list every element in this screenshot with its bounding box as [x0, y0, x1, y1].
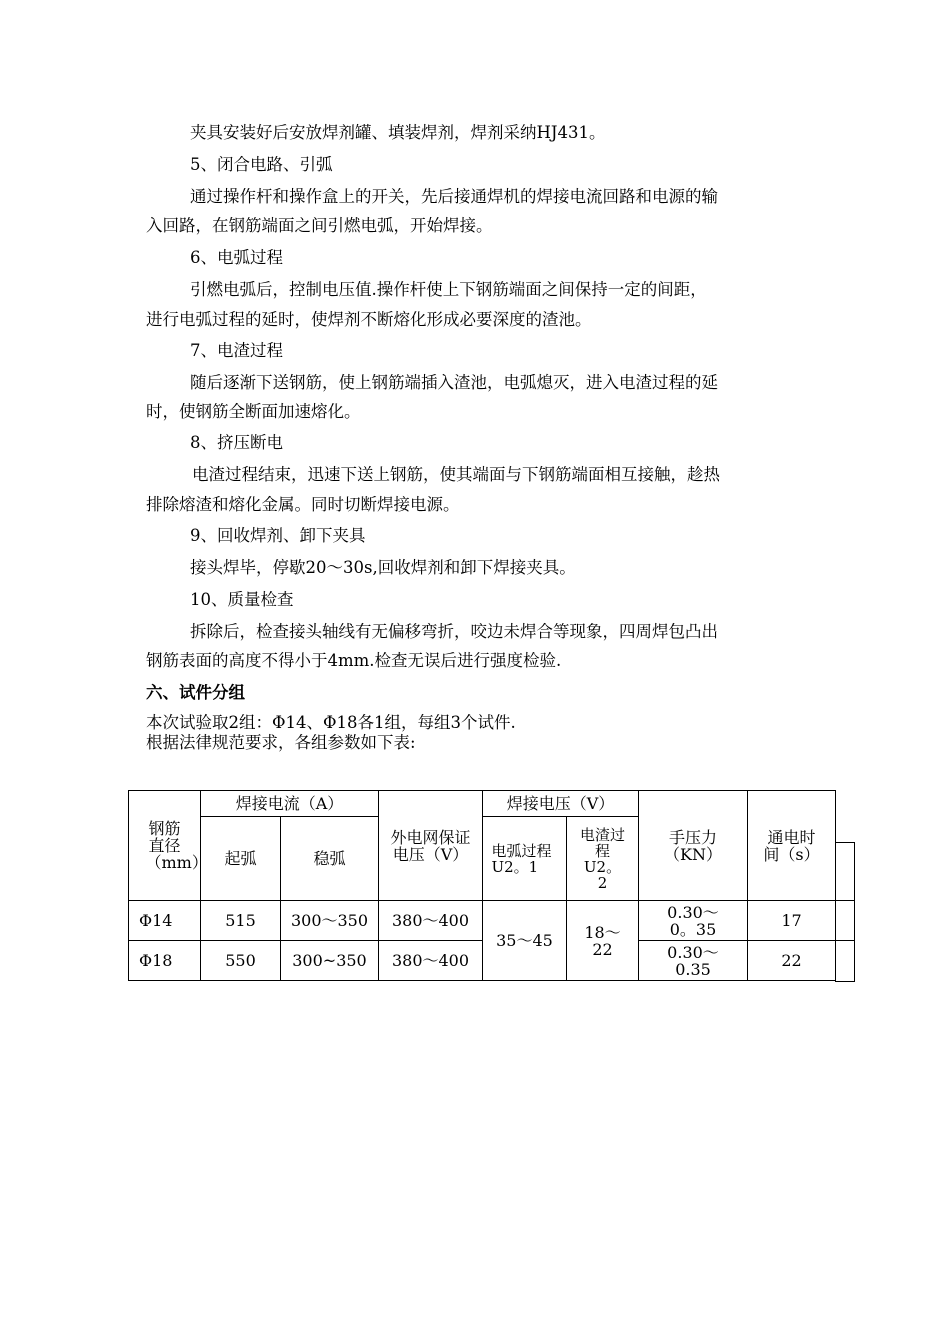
empty-cell — [835, 842, 855, 902]
text-line: 钢筋表面的高度不得小于4mm.检查无误后进行强度检验. — [146, 651, 562, 670]
empty-cell — [835, 940, 855, 982]
header-welding-current: 焊接电流（A） — [201, 791, 379, 817]
cell-hand-pressure: 0.30～0。35 — [639, 901, 748, 941]
table-row — [129, 941, 836, 981]
step-heading: 6、电弧过程 — [190, 248, 283, 267]
header-grid-voltage: 外电网保证电压（V） — [379, 791, 483, 901]
step-heading: 9、回收焊剂、卸下夹具 — [190, 526, 366, 545]
text-line: 夹具安装好后安放焊剂罐、填装焊剂，焊剂采纳HJ431。 — [190, 123, 606, 142]
cell-arc-voltage: 35～45 — [483, 901, 567, 981]
cell-grid-voltage: 380～400 — [379, 901, 483, 941]
text-line: 进行电弧过程的延时，使焊剂不断熔化形成必要深度的渣池。 — [146, 310, 592, 329]
parameter-table — [128, 790, 836, 981]
text-line: 根据法律规范要求，各组参数如下表: — [146, 733, 416, 752]
cell-start-current: 550 — [201, 941, 281, 981]
header-welding-voltage: 焊接电压（V） — [483, 791, 639, 817]
step-heading: 7、电渣过程 — [190, 341, 283, 360]
header-hand-pressure: 手压力（KN） — [639, 791, 748, 901]
step-heading: 8、挤压断电 — [190, 433, 283, 452]
text-line: 接头焊毕，停歇20～30s,回收焊剂和卸下焊接夹具。 — [190, 558, 576, 577]
text-line: 拆除后，检查接头轴线有无偏移弯折，咬边未焊合等现象，四周焊包凸出 — [190, 622, 718, 641]
cell-grid-voltage: 380～400 — [379, 941, 483, 981]
step-heading: 5、闭合电路、引弧 — [190, 155, 333, 174]
text-line: 引燃电弧后，控制电压值.操作杆使上下钢筋端面之间保持一定的间距， — [190, 280, 707, 299]
text-line: 排除熔渣和熔化金属。同时切断焊接电源。 — [146, 495, 460, 514]
cell-stable-current: 300~350 — [281, 941, 379, 981]
text-line: 时，使钢筋全断面加速熔化。 — [146, 402, 361, 421]
cell-stable-current: 300～350 — [281, 901, 379, 941]
cell-hand-pressure: 0.30～0.35 — [639, 941, 748, 981]
section-heading: 六、试件分组 — [146, 683, 245, 702]
text-line: 随后逐渐下送钢筋，使上钢筋端插入渣池，电弧熄灭，进入电渣过程的延 — [190, 373, 718, 392]
table-row — [129, 901, 836, 941]
header-energize-time: 通电时间（s） — [748, 791, 836, 901]
header-stable-arc: 稳弧 — [281, 817, 379, 901]
cell-energize-time: 17 — [748, 901, 836, 941]
cell-start-current: 515 — [201, 901, 281, 941]
header-slag-process: 电渣过程U2。2 — [567, 817, 639, 901]
cell-diameter: Φ18 — [129, 941, 201, 981]
text-line: 电渣过程结束，迅速下送上钢筋，使其端面与下钢筋端面相互接触，趁热 — [192, 465, 720, 484]
header-diameter: 钢筋直径（mm） — [129, 791, 201, 901]
cell-diameter: Φ14 — [129, 901, 201, 941]
header-arc-process: 电弧过程U2。1 — [483, 817, 567, 901]
header-start-arc: 起弧 — [201, 817, 281, 901]
text-line: 入回路，在钢筋端面之间引燃电弧，开始焊接。 — [146, 216, 493, 235]
cell-slag-voltage: 18～22 — [567, 901, 639, 981]
text-line: 通过操作杆和操作盒上的开关，先后接通焊机的焊接电流回路和电源的输 — [190, 187, 718, 206]
cell-energize-time: 22 — [748, 941, 836, 981]
empty-cell — [835, 900, 855, 942]
step-heading: 10、质量检查 — [190, 590, 294, 609]
text-line: 本次试验取2组：Φ14、Φ18各1组，每组3个试件. — [146, 713, 516, 732]
